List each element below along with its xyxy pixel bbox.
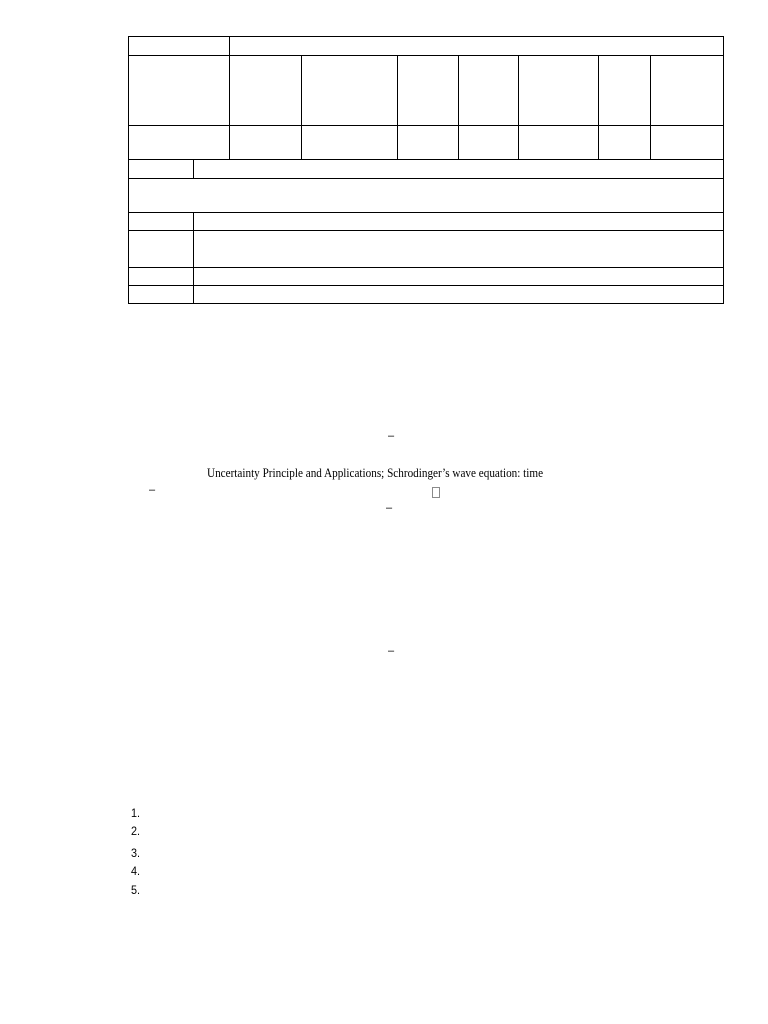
table-cell	[398, 126, 459, 160]
table-cell	[519, 126, 599, 160]
table-cell	[398, 56, 459, 126]
table-row	[129, 160, 724, 179]
table-cell	[302, 56, 398, 126]
table-cell	[194, 231, 724, 268]
table-row	[129, 56, 724, 126]
table-cell	[519, 56, 599, 126]
table-cell	[129, 213, 194, 231]
table-row	[129, 268, 724, 286]
table-row	[129, 213, 724, 231]
table-cell	[129, 126, 230, 160]
dash-mark: –	[388, 430, 395, 442]
table-cell	[129, 179, 724, 213]
table-cell	[129, 160, 194, 179]
table-cell	[599, 126, 651, 160]
table-cell	[194, 160, 724, 179]
table-cell	[129, 37, 230, 56]
list-number: 3.	[131, 846, 141, 860]
table-cell	[194, 268, 724, 286]
dash-mark: –	[388, 645, 395, 657]
table-row	[129, 126, 724, 160]
table-cell	[230, 56, 302, 126]
course-details-table	[128, 159, 724, 304]
table-cell	[599, 56, 651, 126]
table-header-row	[129, 37, 724, 56]
table-cell	[129, 286, 194, 304]
dash-mark: –	[386, 502, 393, 514]
list-number: 1.	[131, 806, 141, 820]
list-number: 2.	[131, 824, 141, 838]
syllabus-heading-text: Uncertainty Principle and Applications; Schrodinger’s wave equation: time	[207, 465, 544, 480]
table-cell	[129, 231, 194, 268]
table-row	[129, 179, 724, 213]
table-cell	[129, 268, 194, 286]
table-cell	[230, 37, 724, 56]
table-cell	[651, 126, 724, 160]
table-cell	[302, 126, 398, 160]
table-cell	[194, 213, 724, 231]
dash-mark: –	[149, 484, 156, 496]
course-info-table	[128, 36, 724, 160]
table-row	[129, 286, 724, 304]
table-cell	[194, 286, 724, 304]
missing-glyph-icon	[432, 487, 440, 498]
table-cell	[459, 126, 519, 160]
list-number: 5.	[131, 883, 141, 897]
table-cell	[651, 56, 724, 126]
table-row	[129, 231, 724, 268]
table-cell	[129, 56, 230, 126]
list-number: 4.	[131, 864, 141, 878]
table-cell	[230, 126, 302, 160]
table-cell	[459, 56, 519, 126]
